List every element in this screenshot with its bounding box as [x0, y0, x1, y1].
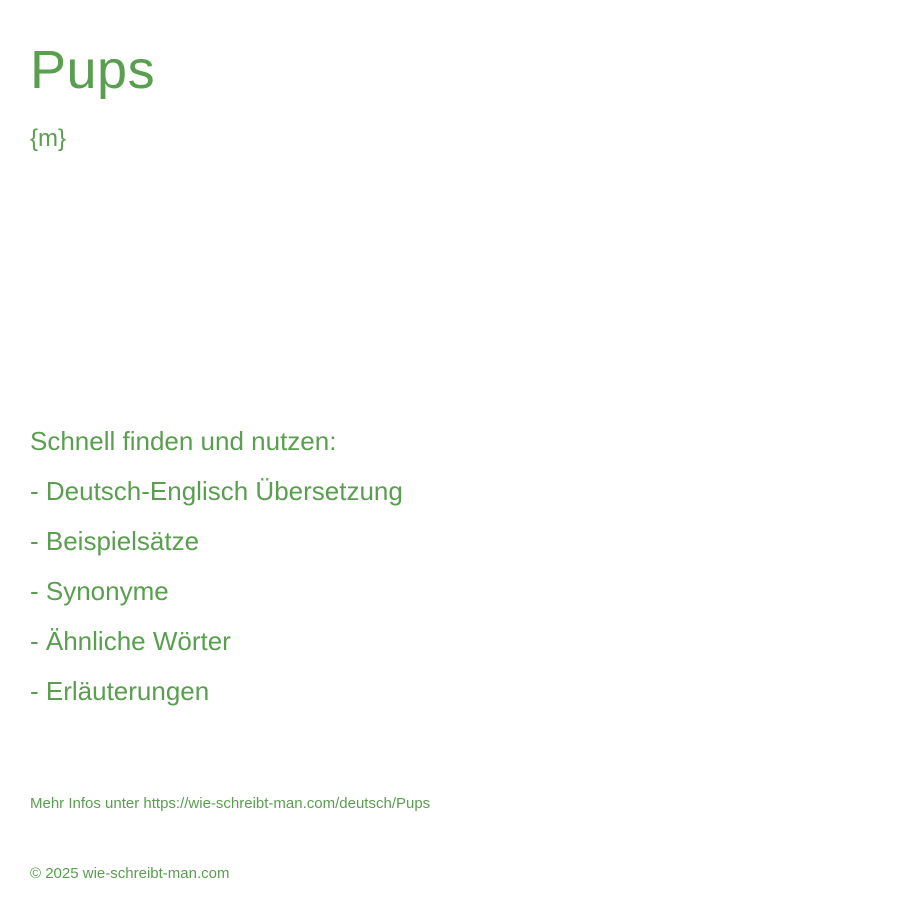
feature-item-example-sentences: - Beispielsätze — [30, 526, 200, 556]
feature-item-explanations: - Erläuterungen — [30, 676, 210, 706]
word-title: Pups — [30, 40, 156, 100]
more-info-text: Mehr Infos unter https://wie-schreibt-man.com/deutsch/Pups — [30, 795, 431, 812]
copyright-text: © 2025 wie-schreibt-man.com — [30, 865, 230, 882]
feature-item-translation: - Deutsch-Englisch Übersetzung — [30, 476, 403, 506]
feature-item-synonyms: - Synonyme — [30, 576, 169, 606]
feature-list-heading: Schnell finden und nutzen: — [30, 426, 337, 456]
feature-item-similar-words: - Ähnliche Wörter — [30, 626, 231, 656]
feature-list — [30, 424, 403, 724]
word-gender: {m} — [30, 125, 67, 152]
